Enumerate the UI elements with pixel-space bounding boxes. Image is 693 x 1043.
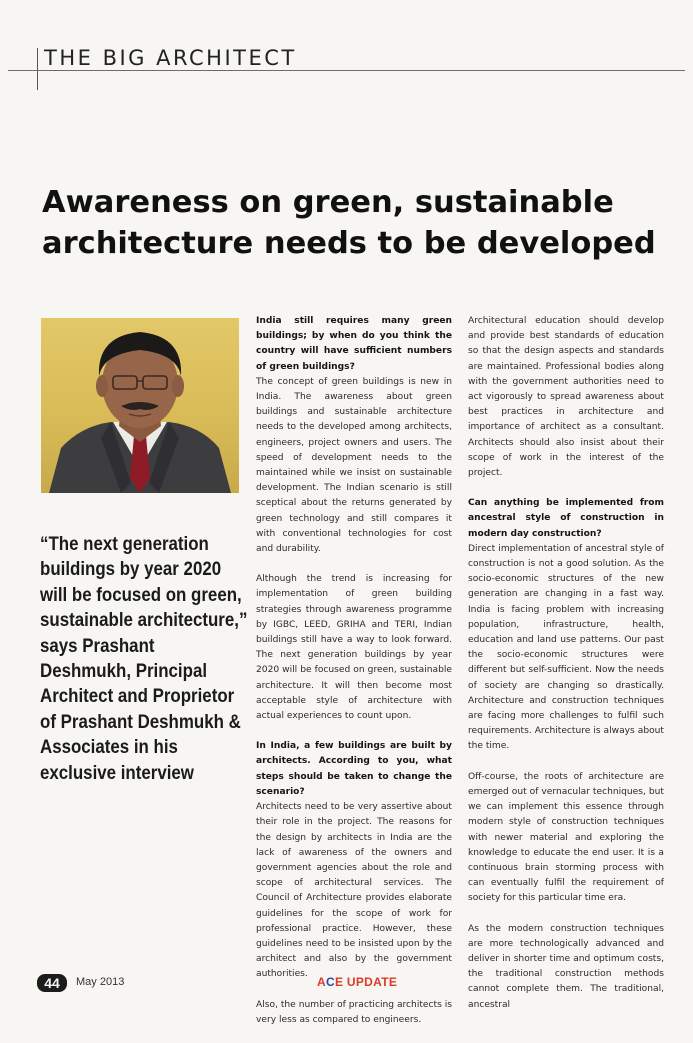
section-tick <box>37 48 38 90</box>
page-number-badge: 44 <box>37 974 67 992</box>
section-label: THE BIG ARCHITECT <box>44 46 297 70</box>
article-column-1 <box>256 314 452 1043</box>
pull-quote: “The next generation buildings by year 2020 will be focused on green, sustainable architecture,” says Prashant Deshmukh, Principal Architect and Proprietor of Prashant Deshmukh & Associates in his exclusive interview <box>40 534 248 784</box>
logo-letter-c: C <box>325 975 335 989</box>
magazine-logo <box>317 975 397 989</box>
answer-2: Architects need to be very assertive about their role in the project. The reasons for the design by architects in India are the lack of awareness of the owners and government agencies about the role and scope of architectural services. The Council of Architecture provides elaborate guidelines for the scope of work for professional practice. However, these guidelines need to be insisted upon by the architect and also by the government authorities. <box>256 802 452 980</box>
article-column-2 <box>468 314 664 1028</box>
logo-update: UPDATE <box>346 975 398 989</box>
question-3: Can anything be implemented from ancestral style of construction in modern day construction? <box>468 498 664 539</box>
paragraph-5: As the modern construction techniques are more technologically advanced and deliver in shorter time and optimum costs, the traditional construction methods cannot complete them. The traditional, ancestral <box>468 923 664 1010</box>
answer-3: Direct implementation of ancestral style of construction is not a good solution. As the socio-economic structures of the new generation are changing in a fast way. India is facing problem with increasing population, infrastructure, health, education and land use patterns. Our past the socio-economic structures were different but self-sufficient. Now the needs of society are changing so drastically. Architecture and construction techniques are facing more challenges to fulfil such requirements. Architecture is always about the time. <box>468 543 664 752</box>
logo-letter-e: E <box>334 975 344 989</box>
question-2: In India, a few buildings are built by architects. According to you, what steps should be taken to change the scenario? <box>256 741 452 797</box>
portrait-photo <box>41 318 239 493</box>
section-rule <box>8 70 685 71</box>
logo-letter-a: A <box>317 975 326 989</box>
question-1: India still requires many green buildings; by when do you think the country will have sufficient numbers of green buildings? <box>256 316 452 372</box>
paragraph-1: Architectural education should develop and provide best standards of education so that the design aspects and standards are maintained. Professional bodies along with the government authorities need to act vigorously to spread awareness about best practices in architecture and importance of architect as a consultant. Architects should also insist about their scope of work in the interest of the project. <box>468 316 664 479</box>
paragraph-2: Although the trend is increasing for implementation of green building strategies through awareness programme by IGBC, LEED, GRIHA and TERI, Indian buildings still have a way to look forward. The next generation buildings by year 2020 will be focused on green, sustainable architecture. It will then become most acceptable style of architecture with actual experiences to count upon. <box>256 574 452 722</box>
issue-date: May 2013 <box>76 976 125 988</box>
paragraph-4: Also, the number of practicing architects is very less as compared to engineers. <box>256 999 452 1025</box>
portrait-illustration <box>41 318 239 493</box>
paragraph-3: Off-course, the roots of architecture are emerged out of vernacular techniques, but we can implement this essence through modern style of construction techniques with newer material and exploring the knowledge to educate the end user. It is a continuous brain storming process with can eventually fulfil the requirement of society for this particular time era. <box>468 771 664 904</box>
headline: Awareness on green, sustainable architecture needs to be developed <box>42 185 656 261</box>
answer-1: The concept of green buildings is new in India. The awareness about green buildings and sustainable architecture needs to the developed among architects, engineers, project owners and users. The speed of development needs to the maintained while we insist on sustainable development. The Indian scenario is still sceptical about the returns generated by green technology and still compares it with conventional technologies for cost and durability. <box>256 376 452 555</box>
